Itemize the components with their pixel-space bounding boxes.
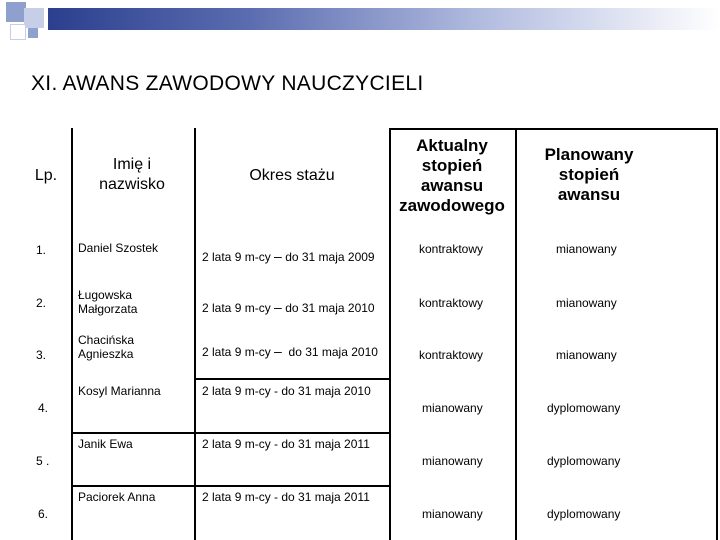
row-4-name: Kosyl Marianna	[78, 384, 161, 398]
row-6-current: mianowany	[422, 507, 483, 521]
row-3-planned: mianowany	[556, 348, 617, 362]
header-name: Imię i nazwisko	[99, 156, 165, 193]
row-2-lp: 2.	[36, 296, 47, 310]
table-divider	[194, 378, 389, 380]
table-divider	[194, 128, 196, 540]
row-1-name: Daniel Szostek	[78, 241, 159, 255]
row-6-period: 2 lata 9 m-cy - do 31 maja 2011	[202, 490, 370, 504]
row-5-planned: dyplomowany	[547, 454, 621, 468]
row-4-period: 2 lata 9 m-cy - do 31 maja 2010	[202, 384, 371, 398]
period-duration: 2 lata 9 m-cy	[202, 301, 271, 315]
row-4-planned: dyplomowany	[547, 401, 621, 415]
header-planned-level: Planowany stopień awansu	[544, 145, 634, 204]
row-1-current: kontraktowy	[419, 242, 484, 256]
header-lp: Lp.	[34, 167, 58, 184]
table-divider	[515, 128, 517, 540]
period-deadline: do 31 maja 2010	[288, 345, 378, 359]
row-1-lp: 1.	[36, 243, 47, 257]
row-3-period: 2 lata 9 m-cy – do 31 maja 2010	[202, 343, 378, 359]
row-5-name: Janik Ewa	[78, 437, 133, 451]
header-period: Okres stażu	[249, 167, 335, 184]
row-5-current: mianowany	[422, 454, 483, 468]
period-duration: 2 lata 9 m-cy	[202, 250, 271, 264]
period-deadline: do 31 maja 2009	[285, 250, 375, 264]
row-5-lp: 5 .	[36, 454, 50, 468]
header-current-level: Aktualny stopień awansu zawodowego	[399, 136, 505, 215]
table-divider	[389, 128, 391, 540]
row-2-name: Ługowska Małgorzata	[78, 288, 138, 316]
row-6-lp: 6.	[38, 507, 49, 521]
row-3-current: kontraktowy	[419, 348, 484, 362]
row-2-planned: mianowany	[556, 296, 617, 310]
row-2-current: kontraktowy	[419, 296, 484, 310]
row-1-period: 2 lata 9 m-cy – do 31 maja 2009	[202, 248, 375, 264]
table-divider	[389, 128, 718, 130]
row-2-period: 2 lata 9 m-cy – do 31 maja 2010	[202, 299, 375, 315]
period-duration: 2 lata 9 m-cy	[202, 345, 271, 359]
row-4-current: mianowany	[422, 401, 483, 415]
row-5-period: 2 lata 9 m-cy - do 31 maja 2011	[202, 437, 370, 451]
row-6-name: Paciorek Anna	[78, 490, 156, 504]
row-6-planned: dyplomowany	[547, 507, 621, 521]
table-divider	[716, 128, 718, 540]
row-4-lp: 4.	[38, 401, 49, 415]
row-1-planned: mianowany	[556, 242, 617, 256]
row-3-name: Chacińska Agnieszka	[78, 333, 135, 361]
period-deadline: do 31 maja 2010	[285, 301, 375, 315]
table-divider	[71, 485, 389, 487]
table-divider	[71, 432, 389, 434]
row-3-lp: 3.	[36, 348, 47, 362]
table-divider	[71, 128, 73, 540]
page-title: XI. AWANS ZAWODOWY NAUCZYCIELI	[31, 72, 424, 95]
